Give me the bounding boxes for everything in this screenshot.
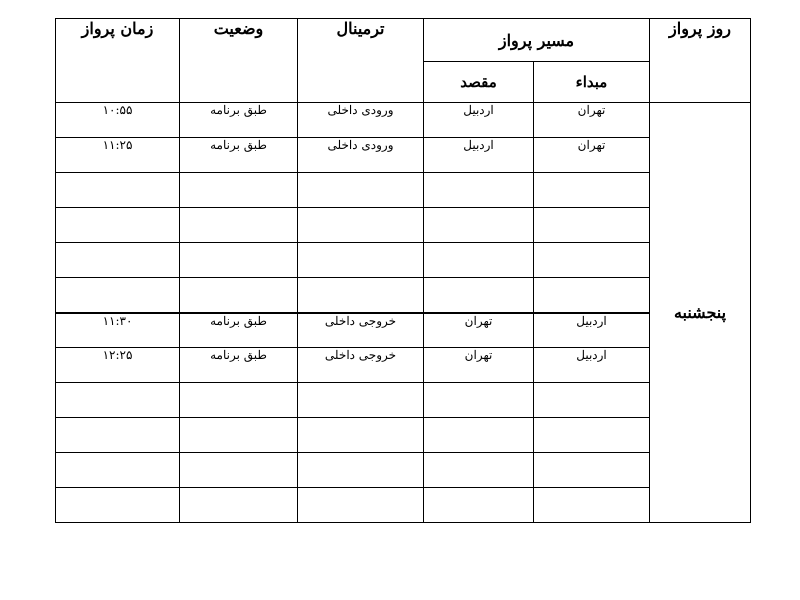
destination-cell: تهران xyxy=(424,348,534,383)
table-row xyxy=(56,383,751,418)
status-cell xyxy=(180,488,298,523)
terminal-cell xyxy=(298,453,424,488)
day-cell: پنجشنبه xyxy=(650,103,751,523)
destination-cell xyxy=(424,208,534,243)
terminal-cell: ورودی داخلی xyxy=(298,103,424,138)
status-cell: طبق برنامه xyxy=(180,313,298,348)
status-cell xyxy=(180,278,298,313)
header-route: مسیر پرواز xyxy=(424,19,650,62)
time-cell xyxy=(56,453,180,488)
terminal-cell xyxy=(298,488,424,523)
origin-cell xyxy=(534,488,650,523)
terminal-cell xyxy=(298,383,424,418)
destination-cell: اردبیل xyxy=(424,103,534,138)
terminal-cell xyxy=(298,173,424,208)
table-row xyxy=(56,243,751,278)
destination-cell xyxy=(424,488,534,523)
header-status: وضعیت xyxy=(180,19,298,103)
origin-cell xyxy=(534,243,650,278)
terminal-cell xyxy=(298,243,424,278)
header-day: روز پرواز xyxy=(650,19,751,103)
status-cell xyxy=(180,453,298,488)
status-cell xyxy=(180,173,298,208)
destination-cell xyxy=(424,243,534,278)
origin-cell xyxy=(534,278,650,313)
origin-cell: تهران xyxy=(534,138,650,173)
time-cell: ۱۲:۲۵ xyxy=(56,348,180,383)
header-terminal: ترمینال xyxy=(298,19,424,103)
status-cell xyxy=(180,243,298,278)
destination-cell xyxy=(424,383,534,418)
table-row xyxy=(56,103,751,138)
table-row xyxy=(56,313,751,348)
time-cell xyxy=(56,278,180,313)
time-cell xyxy=(56,173,180,208)
origin-cell xyxy=(534,418,650,453)
status-cell xyxy=(180,383,298,418)
table-row xyxy=(56,488,751,523)
time-cell xyxy=(56,208,180,243)
time-cell: ۱۱:۲۵ xyxy=(56,138,180,173)
table-row xyxy=(56,278,751,313)
flight-schedule-table xyxy=(55,18,751,523)
origin-cell: اردبیل xyxy=(534,313,650,348)
destination-cell: تهران xyxy=(424,313,534,348)
header-origin: مبداء xyxy=(534,62,650,103)
origin-cell xyxy=(534,173,650,208)
time-cell: ۱۰:۵۵ xyxy=(56,103,180,138)
terminal-cell xyxy=(298,418,424,453)
terminal-cell: خروجی داخلی xyxy=(298,313,424,348)
terminal-cell: ورودی داخلی xyxy=(298,138,424,173)
header-time: زمان پرواز xyxy=(56,19,180,103)
destination-cell xyxy=(424,173,534,208)
header-destination: مقصد xyxy=(424,62,534,103)
origin-cell: تهران xyxy=(534,103,650,138)
origin-cell: اردبیل xyxy=(534,348,650,383)
table-row xyxy=(56,453,751,488)
origin-cell xyxy=(534,453,650,488)
status-cell: طبق برنامه xyxy=(180,138,298,173)
destination-cell: اردبیل xyxy=(424,138,534,173)
table-row xyxy=(56,173,751,208)
origin-cell xyxy=(534,383,650,418)
origin-cell xyxy=(534,208,650,243)
time-cell xyxy=(56,243,180,278)
status-cell: طبق برنامه xyxy=(180,348,298,383)
status-cell xyxy=(180,418,298,453)
table-row xyxy=(56,348,751,383)
time-cell xyxy=(56,488,180,523)
destination-cell xyxy=(424,418,534,453)
destination-cell xyxy=(424,453,534,488)
destination-cell xyxy=(424,278,534,313)
time-cell xyxy=(56,418,180,453)
time-cell xyxy=(56,383,180,418)
table-row xyxy=(56,208,751,243)
terminal-cell xyxy=(298,208,424,243)
status-cell xyxy=(180,208,298,243)
table-row xyxy=(56,418,751,453)
terminal-cell: خروجی داخلی xyxy=(298,348,424,383)
time-cell: ۱۱:۳۰ xyxy=(56,313,180,348)
table-row xyxy=(56,138,751,173)
status-cell: طبق برنامه xyxy=(180,103,298,138)
terminal-cell xyxy=(298,278,424,313)
